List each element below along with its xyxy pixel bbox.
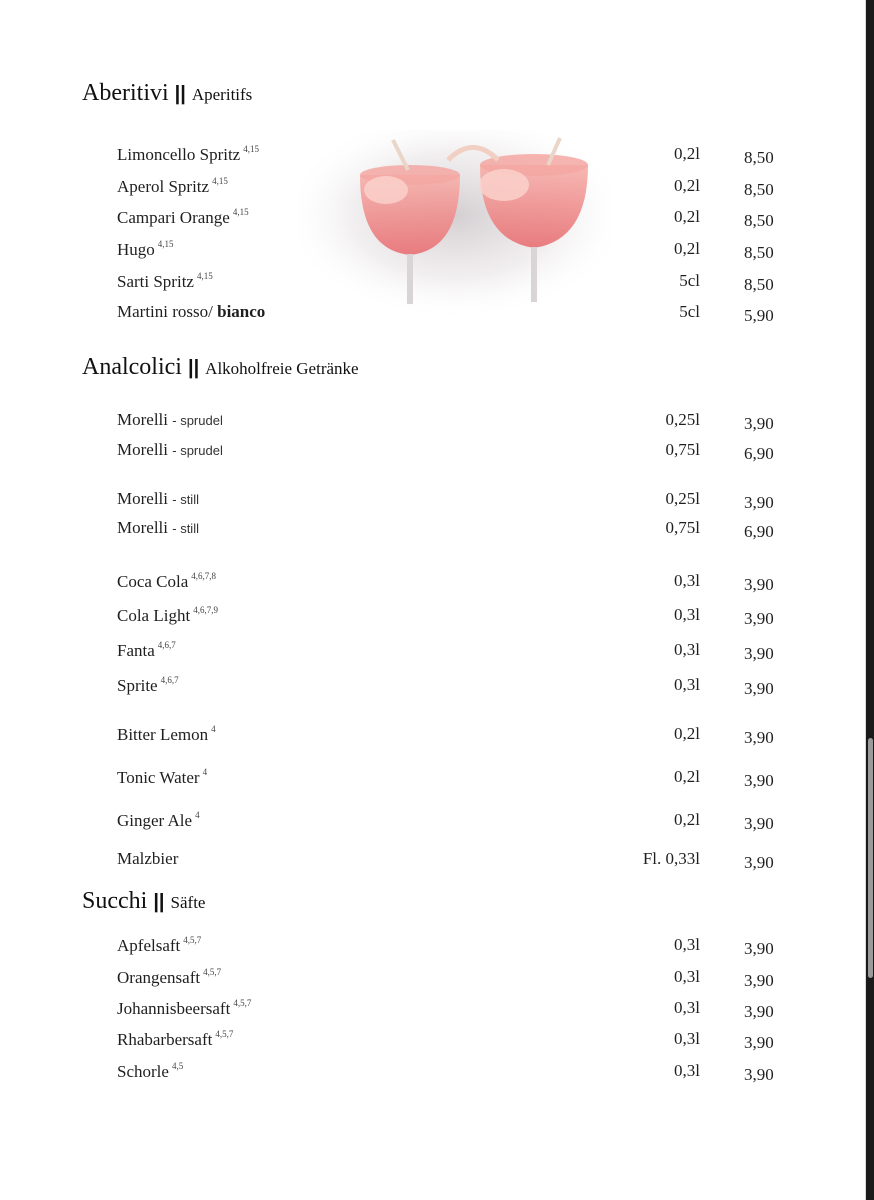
section-subtitle: Alkoholfreie Getränke — [205, 359, 359, 378]
title-separator: || — [174, 83, 186, 105]
item-name: Sprite — [117, 676, 158, 695]
item-price: 3,90 — [744, 575, 774, 594]
item-volume: 0,3l — [674, 675, 700, 694]
item-name-wrap — [117, 998, 251, 1019]
menu-item — [117, 605, 797, 629]
menu-item — [117, 724, 797, 748]
menu-item — [117, 176, 797, 200]
section-title-juices — [82, 888, 205, 915]
menu-item — [117, 767, 797, 791]
item-price: 3,90 — [744, 771, 774, 790]
allergen-codes: 4 — [195, 810, 200, 820]
item-name-wrap — [117, 640, 176, 661]
item-name-wrap — [117, 935, 201, 956]
item-name: Bitter Lemon — [117, 725, 209, 744]
item-name-wrap — [117, 410, 223, 430]
item-price: 5,90 — [744, 306, 774, 325]
menu-item — [117, 571, 797, 595]
allergen-codes: 4,5,7 — [215, 1029, 234, 1039]
item-volume: 0,3l — [674, 640, 700, 659]
item-name: Martini rosso/ — [117, 302, 213, 321]
allergen-codes: 4,6,7,9 — [193, 605, 218, 615]
item-name-wrap — [117, 675, 179, 696]
item-price: 8,50 — [744, 211, 774, 230]
item-name-wrap — [117, 144, 259, 165]
menu-item — [117, 640, 797, 664]
allergen-codes: 4,5,7 — [183, 935, 202, 945]
item-name-wrap — [117, 440, 223, 460]
allergen-codes: 4,15 — [212, 176, 228, 186]
menu-item — [117, 849, 797, 873]
item-volume: 0,25l — [665, 410, 700, 429]
item-price: 6,90 — [744, 522, 774, 541]
item-volume: 0,2l — [674, 724, 700, 743]
item-name: Coca Cola — [117, 572, 189, 591]
allergen-codes: 4,6,7 — [157, 640, 176, 650]
item-price: 3,90 — [744, 414, 774, 433]
item-price: 8,50 — [744, 275, 774, 294]
menu-item — [117, 518, 797, 542]
item-price: 6,90 — [744, 444, 774, 463]
allergen-codes: 4,5 — [171, 1061, 184, 1071]
menu-item — [117, 302, 797, 326]
section-title-aperitifs — [82, 80, 252, 107]
item-volume: 0,75l — [665, 440, 700, 459]
section-title-non-alcoholic — [82, 354, 359, 381]
item-name-wrap — [117, 810, 200, 831]
allergen-codes: 4 — [202, 767, 208, 777]
item-name: Tonic Water — [117, 768, 200, 787]
item-name-wrap — [117, 302, 265, 322]
menu-item — [117, 935, 797, 959]
item-price: 3,90 — [744, 1033, 774, 1052]
item-name-wrap — [117, 605, 218, 626]
item-name: Hugo — [117, 240, 155, 259]
title-separator: || — [153, 891, 165, 913]
menu-item — [117, 967, 797, 991]
item-price: 3,90 — [744, 971, 774, 990]
allergen-codes: 4,15 — [243, 144, 259, 154]
item-price: 3,90 — [744, 609, 774, 628]
item-price: 3,90 — [744, 1065, 774, 1084]
item-price: 3,90 — [744, 853, 774, 872]
menu-item — [117, 1061, 797, 1085]
item-volume: 0,2l — [674, 144, 700, 163]
item-name-wrap — [117, 1061, 183, 1082]
item-name: Aperol Spritz — [117, 177, 210, 196]
allergen-codes: 4,15 — [196, 271, 213, 281]
menu-item — [117, 489, 797, 513]
item-note: - still — [172, 492, 199, 507]
item-volume: 5cl — [679, 302, 700, 321]
section-subtitle: Säfte — [170, 893, 206, 912]
item-note: - still — [172, 521, 199, 536]
item-name-wrap — [117, 849, 178, 869]
section-subtitle: Aperitifs — [191, 85, 253, 104]
section-title-text: Aberitivi — [82, 80, 169, 106]
item-volume: 0,2l — [674, 767, 700, 786]
allergen-codes: 4,5,7 — [203, 967, 222, 977]
item-price: 8,50 — [744, 243, 774, 262]
item-price: 8,50 — [744, 148, 774, 167]
item-name: Morelli — [117, 440, 168, 459]
item-name: Schorle — [117, 1062, 169, 1081]
menu-item — [117, 144, 797, 168]
item-volume: 5cl — [679, 271, 700, 290]
item-name-wrap — [117, 767, 207, 788]
allergen-codes: 4 — [211, 724, 216, 734]
item-name: Malzbier — [117, 849, 179, 868]
item-name-wrap — [117, 724, 216, 745]
item-name: Fanta — [117, 641, 155, 660]
item-name: Ginger Ale — [117, 811, 193, 830]
item-price: 3,90 — [744, 644, 774, 663]
item-price: 8,50 — [744, 180, 774, 199]
allergen-codes: 4,6,7,8 — [191, 571, 217, 581]
item-name: Orangensaft — [117, 968, 201, 987]
menu-item — [117, 207, 797, 231]
item-name: Campari Orange — [117, 208, 230, 227]
item-volume: 0,3l — [674, 998, 700, 1017]
item-price: 3,90 — [744, 814, 774, 833]
item-volume: 0,3l — [674, 605, 700, 624]
item-name-wrap — [117, 271, 213, 292]
item-name: Cola Light — [117, 606, 191, 625]
item-note: bianco — [217, 302, 266, 321]
item-price: 3,90 — [744, 493, 774, 512]
item-price: 3,90 — [744, 679, 774, 698]
item-volume: 0,75l — [665, 518, 700, 537]
menu-item — [117, 440, 797, 464]
item-volume: 0,2l — [674, 176, 700, 195]
item-volume: 0,2l — [674, 810, 700, 829]
item-name: Morelli — [117, 518, 168, 537]
item-name: Morelli — [117, 410, 168, 429]
menu-item — [117, 239, 797, 263]
item-name-wrap — [117, 518, 199, 538]
section-title-text: Succhi — [82, 888, 148, 914]
item-name-wrap — [117, 239, 174, 260]
item-name: Apfelsaft — [117, 936, 181, 955]
item-name-wrap — [117, 571, 216, 592]
item-name-wrap — [117, 176, 228, 197]
allergen-codes: 4,15 — [232, 207, 249, 217]
menu-item — [117, 675, 797, 699]
item-name-wrap — [117, 1029, 233, 1050]
item-note: - sprudel — [172, 413, 223, 428]
menu-item — [117, 271, 797, 295]
item-name: Johannisbeersaft — [117, 999, 231, 1018]
item-volume: 0,2l — [674, 207, 700, 226]
window-edge — [866, 0, 874, 1200]
section-title-text: Analcolici — [82, 354, 182, 380]
item-name-wrap — [117, 967, 221, 988]
item-volume: 0,3l — [674, 967, 700, 986]
menu-item — [117, 810, 797, 834]
scrollbar-thumb[interactable] — [868, 738, 873, 978]
item-price: 3,90 — [744, 1002, 774, 1021]
item-volume: 0,25l — [665, 489, 700, 508]
item-volume: 0,3l — [674, 1061, 700, 1080]
item-price: 3,90 — [744, 728, 774, 747]
item-name: Sarti Spritz — [117, 272, 194, 291]
item-name: Morelli — [117, 489, 168, 508]
allergen-codes: 4,5,7 — [233, 998, 252, 1008]
item-note: - sprudel — [172, 443, 223, 458]
item-volume: Fl. 0,33l — [642, 849, 700, 868]
item-name-wrap — [117, 207, 249, 228]
item-volume: 0,3l — [674, 571, 700, 590]
item-name: Rhabarbersaft — [117, 1030, 213, 1049]
item-price: 3,90 — [744, 939, 774, 958]
item-volume: 0,3l — [674, 1029, 700, 1048]
item-name: Limoncello Spritz — [117, 145, 241, 164]
menu-item — [117, 998, 797, 1022]
item-name-wrap — [117, 489, 199, 509]
allergen-codes: 4,15 — [157, 239, 174, 249]
title-separator: || — [187, 357, 200, 379]
allergen-codes: 4,6,7 — [160, 675, 179, 685]
item-volume: 0,3l — [674, 935, 700, 954]
item-volume: 0,2l — [674, 239, 700, 258]
menu-item — [117, 410, 797, 434]
menu-item — [117, 1029, 797, 1053]
